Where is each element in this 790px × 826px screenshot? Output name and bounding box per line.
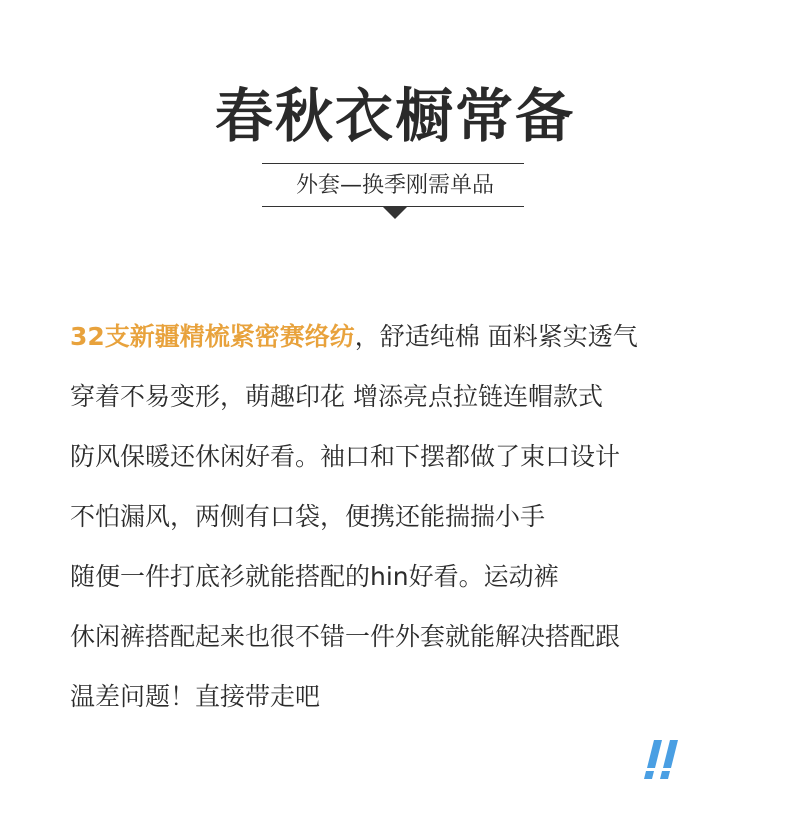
description xyxy=(70,307,740,727)
description-line xyxy=(70,667,740,727)
line-text: 随便一件打底衫就能搭配的hin好看。运动裤 xyxy=(70,562,559,591)
line-text: 温差问题！直接带走吧 xyxy=(70,682,321,711)
subtitle-rule-top xyxy=(262,163,524,164)
double-slash-icon xyxy=(640,740,690,780)
pointer-triangle xyxy=(383,207,407,219)
highlight-text: 32支新疆精梳紧密赛络纺 xyxy=(70,322,355,351)
subtitle: 外套—换季刚需单品 xyxy=(295,173,494,198)
description-line xyxy=(70,547,740,607)
line-text: ，舒适纯棉 面料紧实透气 xyxy=(354,322,638,351)
line-text: 防风保暖还休闲好看。袖口和下摆都做了束口设计 xyxy=(70,442,621,471)
description-line xyxy=(70,487,740,547)
description-line xyxy=(70,367,740,427)
line-text: 穿着不易变形，萌趣印花 增添亮点拉链连帽款式 xyxy=(70,382,603,411)
line-text: 不怕漏风，两侧有口袋，便携还能揣揣小手 xyxy=(70,502,546,531)
description-line xyxy=(70,427,740,487)
description-line xyxy=(70,307,740,367)
page-title: 春秋衣橱常备 xyxy=(214,82,575,150)
line-text: 休闲裤搭配起来也很不错一件外套就能解决搭配跟 xyxy=(70,622,621,651)
description-line xyxy=(70,607,740,667)
